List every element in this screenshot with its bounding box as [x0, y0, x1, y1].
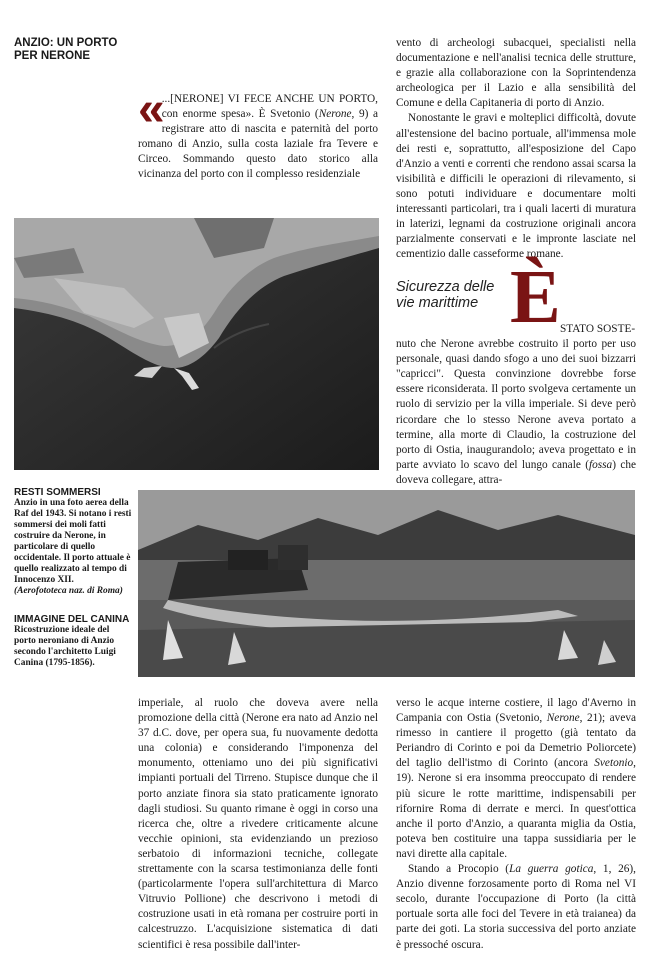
bottom-right-column — [396, 696, 636, 953]
bottom-right-em1: Nerone — [546, 712, 580, 725]
canina-engraving — [138, 490, 635, 677]
intro-rest: , 9) a registrare atto di nascita e paternità del porto romano di Anzio, sulla costa laziale fra Tevere e Circeo. Sommando questo dato storico alla vicinanza del porto con il complesso residenziale — [138, 108, 378, 181]
drop-cap: È — [510, 255, 561, 339]
bottom-right-e: , 1, 26), Anzio divenne forzosamente porto di Roma nel VI secolo, durante l'occupazione di Porto (la città portuale sorta alle foci del Tevere in età traianea) da parte dei goti. La storia successiva del porto anziate è pressoché oscura. — [396, 863, 636, 951]
bottom-left-text: imperiale, al ruolo che doveva avere nella promozione della città (Nerone era nato ad Anzio nel 37 d.C. dove, per opera sua, fu nuovamente dedotta una colonia) e considerando l'imponenza del monumento, otteniamo uno dei più significativi impianti portuali del Tirreno. Stupisce dunque che il porto anziate finora sia stato praticamente ignorato dagli studiosi. Su quanto rimane è oggi in corso una ricerca che, oltre a rivedere criticamente alcune vecchie opinioni, sta evidenziando un prezioso serbatoio di informazioni tecniche, collegate strettamente con la scarsa testimonianza delle fonti (particolarmente l'opera sull'architettura di Marco Vitruvio Pollione) che descrivono i metodi di costruzione usati in età romana per costruire porti in calcestruzzo. L'acquisizione sistematica di dati scientifici è resa possibile dall'inter- — [138, 697, 378, 951]
bottom-left-column — [138, 696, 378, 953]
section-heading: Sicurezza delle vie marittime — [396, 279, 495, 311]
right-column-top — [396, 36, 636, 262]
caption-canina-title: IMMAGINE DEL CANINA — [14, 614, 130, 625]
article-title: ANZIO: UN PORTO PER NERONE — [14, 37, 118, 62]
intro-em: Nerone — [318, 108, 352, 121]
bottom-right-b: , 21); aveva rimesso in cantiere il progetto (già tentato da Periandro di Corinto e poi da Demetrio Poliorcete) del taglio dell'istmo di Corinto (ancora — [396, 712, 636, 770]
caption-aerial-title: RESTI SOMMERSI — [14, 487, 101, 498]
aerial-photo — [14, 218, 379, 470]
quote-mark: « — [138, 83, 159, 136]
right-mid-text-b: ) che doveva collegare, attra- — [396, 458, 636, 486]
intro-paragraph — [138, 83, 378, 183]
aerial-photo-graphic — [14, 218, 379, 470]
bottom-right-c: , 19). Nerone si era insomma preoccupato di rendere più sicure le rotte marittime, indispensabili per rifornire Roma di derrate e merci. In quest'ottica anche il porto d'Anzio, a quaranta miglia da Ostia, poteva ben costituire una tappa sussidiaria per le navi dirette alla capitale. — [396, 757, 636, 860]
bottom-right-a: verso le acque interne costiere, il lago d'Averno in Campania con Ostia (Svetonio, — [396, 697, 636, 725]
caption-canina-text: Ricostruzione ideale del porto neroniano di Anzio secondo l'architetto Luigi Canina (1795-1856). — [14, 625, 116, 668]
right-top-p2: Nonostante le gravi e molteplici difficoltà, dovute all'estensione del bacino portuale, all'immensa mole dei resti e, soprattutto, all'esposizione del Capo d'Anzio a venti e correnti che rendono assai scarsa la visibilità e difficili le operazioni di rilevamento, si sono potuti individuare e documentare molti interessanti particolari, tra i quali lacerti di muratura in laterizi, legnami da costruzione originali ancora parzialmente conservati e le impronte lasciate nel cementizio dalle casseforme romane. — [396, 112, 636, 261]
caption-aerial — [14, 487, 132, 597]
caption-aerial-credit: (Aerofototeca naz. di Roma) — [14, 586, 123, 596]
bottom-right-em3: La guerra gotica — [509, 863, 594, 876]
right-mid-em: fossa — [588, 458, 613, 471]
intro-lead: ...[NERONE] VI FECE ANCHE UN PORTO, con enorme spesa». È Svetonio ( — [161, 93, 378, 121]
right-top-p1: vento di archeologi subacquei, specialisti nella documentazione e nell'analisi tecnica delle strutture, e grazie alla collaborazione con la Soprintendenza archeologica per il Lazio e alla sensibilità del Comune e della Capitaneria di porto di Anzio. — [396, 37, 636, 110]
right-mid-first: STATO SOSTE- — [560, 323, 636, 335]
caption-canina — [14, 614, 132, 669]
bottom-right-d: Stando a Procopio ( — [408, 863, 510, 876]
canina-engraving-graphic — [138, 490, 635, 677]
bottom-right-em2: Svetonio — [594, 757, 634, 770]
right-mid-text-a: nuto che Nerone avrebbe costruito il porto per uso personale, quasi dando sfogo a uno dei suoi bizzarri "capricci". Questa convinzione dovrebbe forse essere riconsiderata. Il porto svolgeva certamente un ruolo di servizio per la villa imperiale. Si deve però ricordare che lo stesso Nerone aveva portato a termine, alla morte di Claudio, la costruzione del porto di Ostia, inaugurandolo; aveva progettato e in parte avviato lo scavo del lungo canale ( — [396, 338, 636, 471]
right-column-middle — [396, 322, 636, 488]
caption-aerial-text: Anzio in una foto aerea della Raf del 1943. Si notano i resti sommersi dei moli fatti costruire da Nerone, in particolare di quello occidentale. Il porto attuale è quello realizzato al tempo di Innocenzo XII. — [14, 498, 132, 585]
